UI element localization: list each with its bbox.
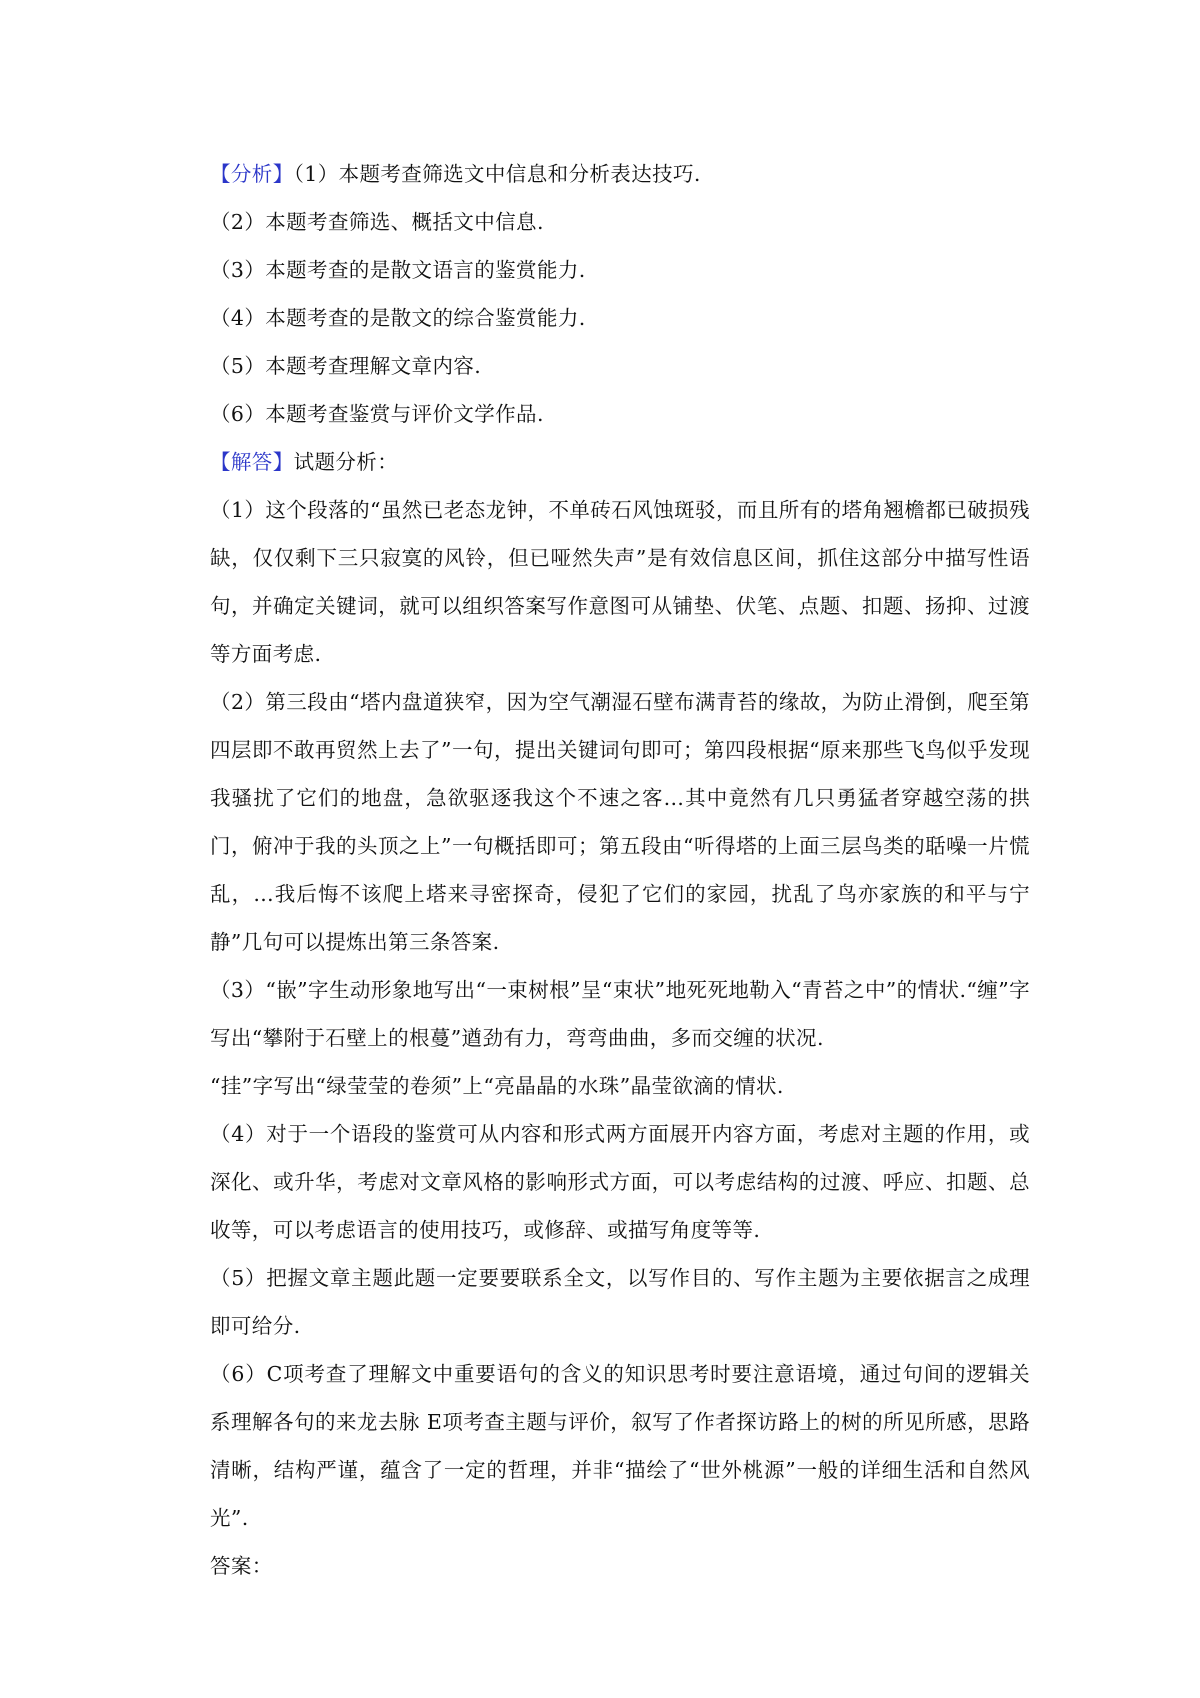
analysis-line-5: （5）本题考查理解文章内容.	[210, 354, 482, 378]
document-content	[210, 150, 1030, 1590]
solution-paragraph-3b: “挂”字写出“绿莹莹的卷须”上“亮晶晶的水珠”晶莹欲滴的情状.	[210, 1074, 784, 1098]
analysis-line-4: （4）本题考查的是散文的综合鉴赏能力.	[210, 306, 586, 330]
analysis-line-6: （6）本题考查鉴赏与评价文学作品.	[210, 402, 544, 426]
solution-paragraph-3: （3）“嵌”字生动形象地写出“一束树根”呈“束状”地死死地勒入“青苔之中”的情状.“缠”字写出“攀附于石壁上的根蔓”遒劲有力，弯弯曲曲，多而交缠的状况.	[210, 978, 1030, 1050]
solution-paragraph-1: （1）这个段落的“虽然已老态龙钟，不单砖石风蚀斑驳，而且所有的塔角翘檐都已破损残缺，仅仅剩下三只寂寞的风铃，但已哑然失声”是有效信息区间，抓住这部分中描写性语句，并确定关键词，就可以组织答案写作意图可从铺垫、伏笔、点题、扣题、扬抑、过渡等方面考虑.	[210, 498, 1030, 666]
solution-paragraph-2: （2）第三段由“塔内盘道狭窄，因为空气潮湿石壁布满青苔的缘故，为防止滑倒，爬至第四层即不敢再贸然上去了”一句，提出关键词句即可；第四段根据“原来那些飞鸟似乎发现我骚扰了它们的地盘，急欲驱逐我这个不速之客…其中竟然有几只勇猛者穿越空荡的拱门，俯冲于我的头顶之上”一句概括即可；第五段由“听得塔的上面三层鸟类的聒噪一片慌乱，…我后悔不该爬上塔来寻密探奇，侵犯了它们的家园，扰乱了鸟亦家族的和平与宁静”几句可以提炼出第三条答案.	[210, 690, 1030, 954]
solution-paragraph-6: （6）C项考查了理解文中重要语句的含义的知识思考时要注意语境，通过句间的逻辑关系理解各句的来龙去脉 E项考查主题与评价，叙写了作者探访路上的树的所见所感，思路清晰，结构严谨，蕴含了一定的哲理，并非“描绘了“世外桃源”一般的详细生活和自然风光”.	[210, 1362, 1030, 1530]
analysis-line-1	[210, 150, 1030, 198]
analysis-line-2: （2）本题考查筛选、概括文中信息.	[210, 210, 544, 234]
solution-header	[210, 438, 1030, 486]
answer-label: 答案：	[210, 1554, 273, 1578]
analysis-line-3: （3）本题考查的是散文语言的鉴赏能力.	[210, 258, 586, 282]
analysis-tag: 【分析】	[210, 162, 294, 186]
solution-paragraph-5: （5）把握文章主题此题一定要要联系全文，以写作目的、写作主题为主要依据言之成理即可给分.	[210, 1266, 1030, 1338]
solution-paragraph-4: （4）对于一个语段的鉴赏可从内容和形式两方面展开内容方面，考虑对主题的作用，或深化、或升华，考虑对文章风格的影响形式方面，可以考虑结构的过渡、呼应、扣题、总收等，可以考虑语言的使用技巧，或修辞、或描写角度等等.	[210, 1122, 1030, 1242]
solution-intro: 试题分析：	[293, 450, 399, 474]
analysis-text-1: （1）本题考查筛选文中信息和分析表达技巧.	[293, 162, 701, 186]
solution-tag: 【解答】	[210, 450, 294, 474]
